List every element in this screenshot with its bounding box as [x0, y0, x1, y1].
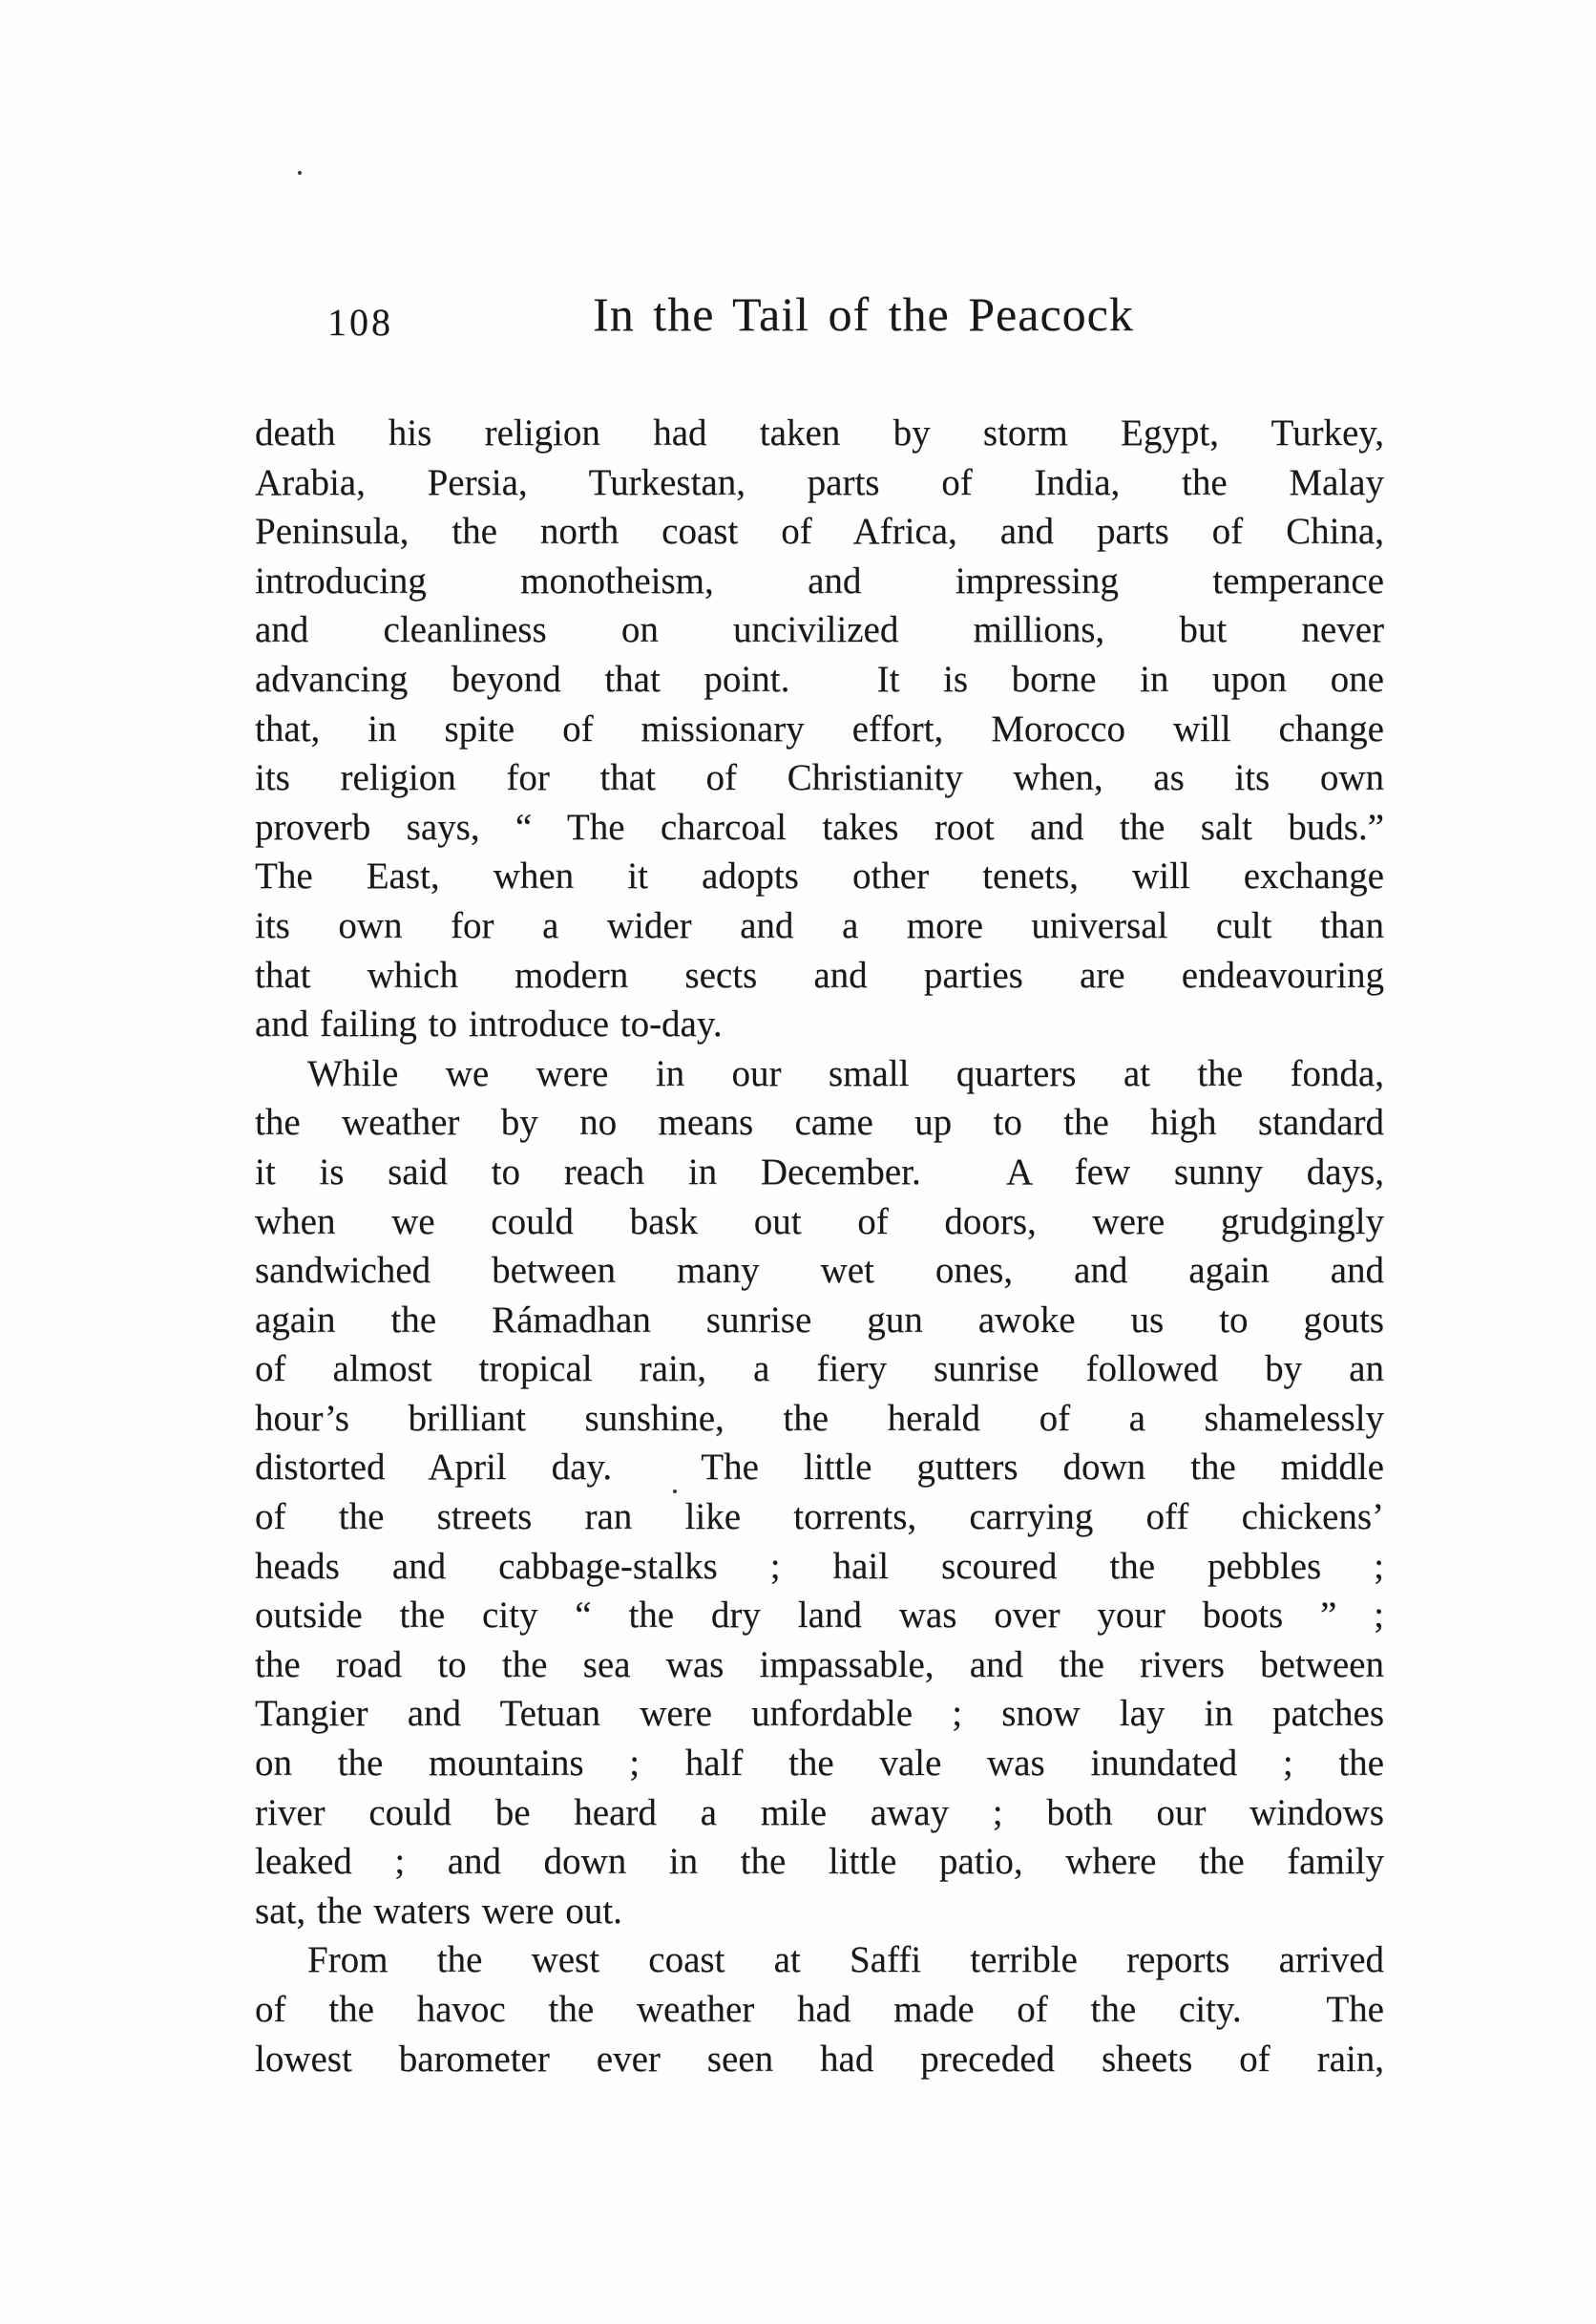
text-line-33: of the havoc the weather had made of the city. The [255, 1989, 1384, 2030]
text-line-7: that, in spite of missionary effort, Morocco will change [255, 708, 1384, 750]
text-line-34: lowest barometer ever seen had preceded sheets of rain, [255, 2038, 1384, 2080]
text-line-13: and failing to introduce to-day. [255, 1004, 723, 1046]
text-line-16: it is said to reach in December. A few sunny days, [255, 1151, 1384, 1193]
text-line-6: advancing beyond that point. It is borne in upon one [255, 658, 1384, 700]
page-header [255, 286, 1384, 355]
text-line-15: the weather by no means came up to the high standard [255, 1102, 1384, 1144]
text-line-9: proverb says, “ The charcoal takes root and the salt buds.” [255, 806, 1384, 848]
text-line-4: introducing monotheism, and impressing temperance [255, 560, 1384, 602]
text-line-17: when we could bask out of doors, were grudgingly [255, 1200, 1384, 1242]
text-line-8: its religion for that of Christianity when, as its own [255, 757, 1384, 799]
text-line-29: river could be heard a mile away ; both our windows [255, 1791, 1384, 1833]
text-line-28: on the mountains ; half the vale was inundated ; the [255, 1743, 1384, 1785]
text-line-31: sat, the waters were out. [255, 1890, 622, 1932]
scan-speck-icon [298, 171, 302, 175]
text-line-5: and cleanliness on uncivilized millions, but never [255, 609, 1384, 651]
text-line-24: heads and cabbage-stalks ; hail scoured the pebbles ; [255, 1545, 1384, 1587]
text-line-30: leaked ; and down in the little patio, where the family [255, 1841, 1384, 1883]
text-line-21: hour’s brilliant sunshine, the herald of a shamelessly [255, 1397, 1384, 1439]
text-line-26: the road to the sea was impassable, and the rivers between [255, 1643, 1384, 1685]
page-number: 108 [327, 301, 393, 344]
text-line-22: distorted April day. The little gutters down the middle [255, 1447, 1384, 1489]
running-title: In the Tail of the Peacock [593, 287, 1134, 341]
text-line-12: that which modern sects and parties are endeavouring [255, 954, 1384, 996]
text-line-20: of almost tropical rain, a fiery sunrise followed by an [255, 1348, 1384, 1390]
text-line-18: sandwiched between many wet ones, and again and [255, 1250, 1384, 1292]
text-line-27: Tangier and Tetuan were unfordable ; snow lay in patches [255, 1693, 1384, 1735]
text-line-19: again the Rámadhan sunrise gun awoke us to gouts [255, 1299, 1384, 1341]
text-line-25: outside the city “ the dry land was over your boots ” ; [255, 1595, 1384, 1637]
text-line-32: From the west coast at Saffi terrible reports arrived [307, 1939, 1384, 1981]
text-line-11: its own for a wider and a more universal cult than [255, 904, 1384, 946]
text-line-23: of the streets ran like torrents, carrying off chickens’ [255, 1496, 1384, 1538]
text-line-3: Peninsula, the north coast of Africa, and parts of China, [255, 511, 1384, 553]
text-line-1: death his religion had taken by storm Egypt, Turkey, [255, 412, 1384, 454]
text-line-2: Arabia, Persia, Turkestan, parts of India, the Malay [255, 461, 1384, 503]
text-line-14: While we were in our small quarters at the fonda, [307, 1052, 1384, 1094]
text-line-10: The East, when it adopts other tenets, will exchange [255, 856, 1384, 898]
page-body [255, 409, 1384, 2083]
